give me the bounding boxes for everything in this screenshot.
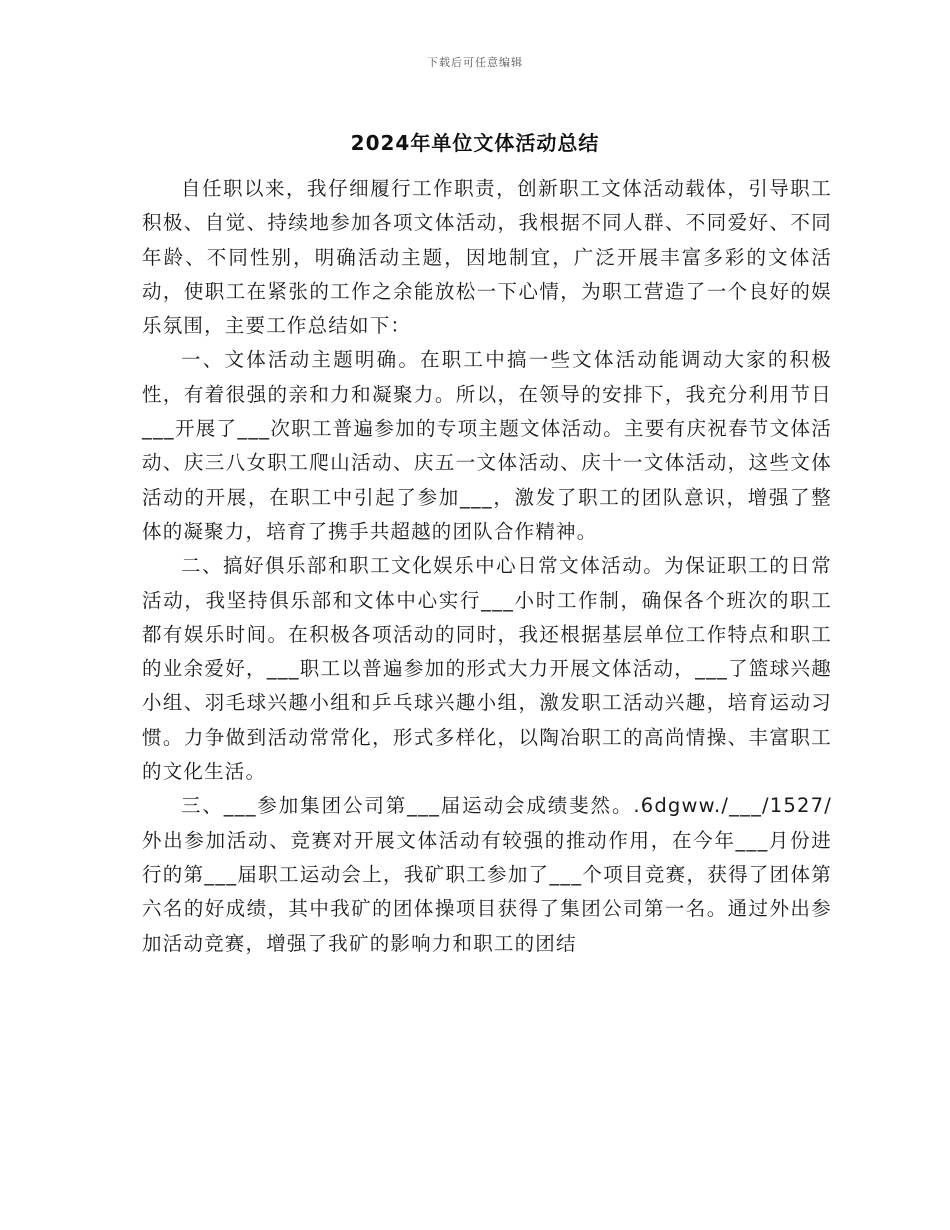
document-body [142,172,832,961]
header-note: 下载后可任意编辑 [427,56,523,69]
paragraph-intro: 自任职以来，我仔细履行工作职责，创新职工文体活动载体，引导职工积极、自觉、持续地参加各项文体活动，我根据不同人群、不同爱好、不同年龄、不同性别，明确活动主题，因地制宜，广泛开展丰富多彩的文体活动，使职工在紧张的工作之余能放松一下心情，为职工营造了一个良好的娱乐氛围，主要工作总结如下： [142,177,832,338]
paragraph-section-3: 三、___参加集团公司第___届运动会成绩斐然。.6dgww./___/1527/外出参加活动、竞赛对开展文体活动有较强的推动作用，在今年___月份进行的第___届职工运动会上，我矿职工参加了___个项目竞赛，获得了团体第六名的好成绩，其中我矿的团体操项目获得了集团公司第一名。通过外出参加活动竞赛，增强了我矿的影响力和职工的团结 [142,794,832,955]
paragraph-section-1: 一、文体活动主题明确。在职工中搞一些文体活动能调动大家的积极性，有着很强的亲和力和凝聚力。所以，在领导的安排下，我充分利用节日___开展了___次职工普遍参加的专项主题文体活动。主要有庆祝春节文体活动、庆三八女职工爬山活动、庆五一文体活动、庆十一文体活动，这些文体活动的开展，在职工中引起了参加___，激发了职工的团队意识，增强了整体的凝聚力，培育了携手共超越的团队合作精神。 [142,348,832,543]
document-title: 2024年单位文体活动总结 [350,131,600,155]
paragraph-section-2: 二、搞好俱乐部和职工文化娱乐中心日常文体活动。为保证职工的日常活动，我坚持俱乐部和文体中心实行___小时工作制，确保各个班次的职工都有娱乐时间。在积极各项活动的同时，我还根据基层单位工作特点和职工的业余爱好，___职工以普遍参加的形式大力开展文体活动，___了篮球兴趣小组、羽毛球兴趣小组和乒乓球兴趣小组，激发职工活动兴趣，培育运动习惯。力争做到活动常常化，形式多样化，以陶冶职工的高尚情操、丰富职工的文化生活。 [142,554,832,784]
